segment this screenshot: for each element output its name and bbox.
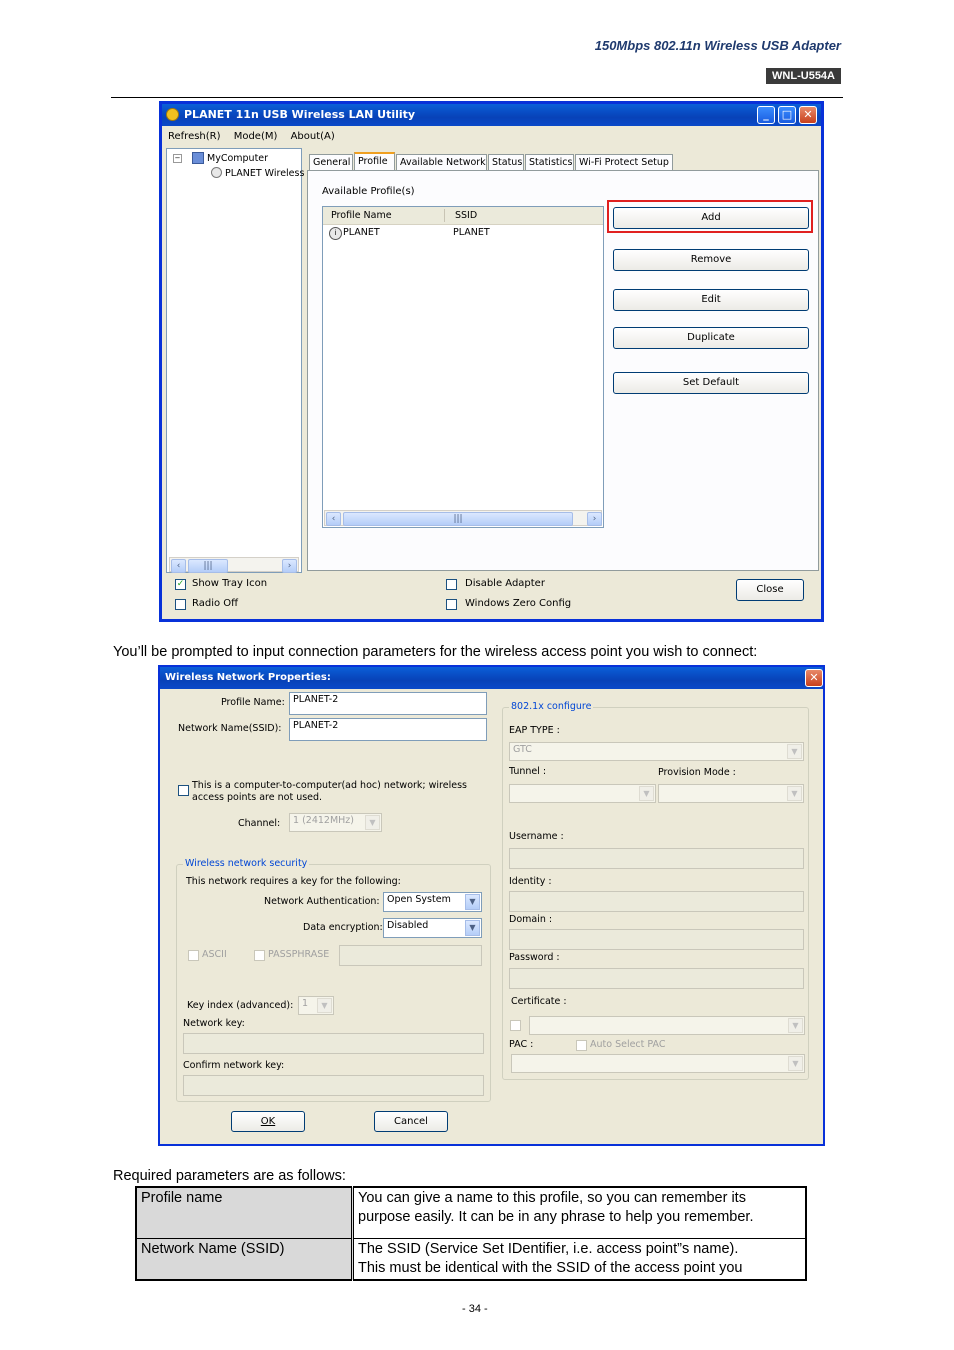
header-divider <box>111 97 843 98</box>
username-label: Username : <box>509 831 564 842</box>
data-encryption-label: Data encryption: <box>303 922 383 933</box>
utility-title: PLANET 11n USB Wireless LAN Utility <box>184 108 416 121</box>
passphrase-label: PASSPHRASE <box>268 949 330 960</box>
cancel-button[interactable]: Cancel <box>374 1111 448 1132</box>
remove-button[interactable]: Remove <box>613 249 809 271</box>
windows-zero-config-checkbox[interactable] <box>446 599 457 610</box>
eap-type-select[interactable] <box>509 742 804 761</box>
table-row <box>136 1239 806 1281</box>
device-tree <box>166 148 305 573</box>
param-description <box>353 1239 807 1281</box>
adhoc-label-line2: access points are not used. <box>192 792 323 803</box>
chevron-down-icon: ▼ <box>317 998 332 1013</box>
profile-row[interactable] <box>325 225 595 241</box>
windows-zero-config-label: Windows Zero Config <box>465 598 572 609</box>
scroll-thumb[interactable]: ||| <box>188 559 228 573</box>
menu-bar <box>168 131 345 142</box>
app-icon <box>166 108 179 121</box>
domain-label: Domain : <box>509 914 553 925</box>
tree-expander-icon[interactable]: − <box>174 154 181 162</box>
chevron-down-icon: ▼ <box>787 786 802 801</box>
network-key-label: Network key: <box>183 1018 245 1029</box>
password-input[interactable] <box>509 968 804 989</box>
param-description-line2: This must be identical with the SSID of the access point you <box>358 1260 743 1276</box>
network-name-label: Network Name(SSID): <box>178 723 282 734</box>
channel-label: Channel: <box>238 818 281 829</box>
wireless-security-group-title: Wireless network security <box>185 858 308 869</box>
profile-list <box>322 206 604 528</box>
utility-window <box>159 101 824 622</box>
chevron-down-icon: ▼ <box>639 786 654 801</box>
scroll-left-icon[interactable]: ‹ <box>171 559 186 573</box>
param-key: Network Name (SSID) <box>136 1239 353 1281</box>
maximize-button[interactable]: □ <box>778 106 796 124</box>
ascii-label: ASCII <box>202 949 227 960</box>
certificate-label: Certificate : <box>511 996 567 1007</box>
data-encryption-select[interactable] <box>383 918 482 938</box>
dot1x-group-title: 802.1x configure <box>511 701 592 712</box>
properties-title: Wireless Network Properties: <box>165 672 331 683</box>
properties-titlebar[interactable] <box>160 667 823 689</box>
profile-row-ssid: PLANET <box>453 227 490 238</box>
model-badge: WNL-U554A <box>766 68 841 84</box>
profile-list-scrollbar[interactable] <box>324 510 602 526</box>
scroll-right-icon[interactable]: › <box>282 559 297 573</box>
close-button[interactable]: Close <box>736 579 804 601</box>
table-row <box>136 1187 806 1239</box>
adhoc-label-line1: This is a computer-to-computer(ad hoc) network; wireless <box>192 780 467 791</box>
add-button[interactable]: Add <box>613 207 809 229</box>
page-number: - 34 - <box>462 1303 488 1315</box>
tab-general[interactable]: General <box>309 154 353 170</box>
key-index-label: Key index (advanced): <box>187 1000 294 1011</box>
eap-type-label: EAP TYPE : <box>509 725 560 736</box>
chevron-down-icon: ▼ <box>788 1056 803 1071</box>
confirm-key-input[interactable] <box>183 1075 484 1096</box>
eap-type-value: GTC <box>513 744 532 755</box>
required-parameters-label: Required parameters are as follows: <box>113 1168 346 1184</box>
minimize-button[interactable]: _ <box>757 106 775 124</box>
tab-wifi-protect-setup[interactable]: Wi-Fi Protect Setup <box>575 154 673 170</box>
radio-off-checkbox[interactable] <box>175 599 186 610</box>
radio-off-label: Radio Off <box>192 598 239 609</box>
set-default-button[interactable]: Set Default <box>613 372 809 394</box>
auto-select-pac-label: Auto Select PAC <box>590 1039 666 1050</box>
profile-row-name: PLANET <box>343 227 380 238</box>
ascii-checkbox[interactable] <box>188 950 199 961</box>
channel-value: 1 (2412MHz) <box>293 815 354 826</box>
passphrase-input[interactable] <box>339 945 482 966</box>
password-label: Password : <box>509 952 560 963</box>
ok-button[interactable]: OK <box>231 1111 305 1132</box>
tab-profile[interactable]: Profile <box>354 152 395 171</box>
tab-statistics[interactable]: Statistics <box>525 154 574 170</box>
param-key: Profile name <box>136 1187 353 1239</box>
profile-tab-panel <box>307 170 819 571</box>
param-description <box>353 1187 807 1239</box>
chevron-down-icon: ▼ <box>465 894 480 910</box>
tab-available-network[interactable]: Available Network <box>396 154 487 170</box>
column-profile-name[interactable]: Profile Name <box>331 210 392 221</box>
certificate-checkbox[interactable] <box>510 1020 521 1031</box>
edit-button[interactable]: Edit <box>613 289 809 311</box>
column-divider <box>444 209 445 222</box>
param-description-line1: The SSID (Service Set IDentifier, i.e. access point”s name). <box>358 1241 739 1257</box>
disable-adapter-label: Disable Adapter <box>465 578 545 589</box>
tree-item-mycomputer[interactable]: MyComputer <box>207 153 269 164</box>
identity-label: Identity : <box>509 876 552 887</box>
confirm-key-label: Confirm network key: <box>183 1060 285 1071</box>
profile-list-header <box>323 207 603 225</box>
wireless-properties-dialog <box>158 665 825 1146</box>
network-authentication-label: Network Authentication: <box>264 896 380 907</box>
column-ssid[interactable]: SSID <box>455 210 478 221</box>
show-tray-icon-label: Show Tray Icon <box>192 578 268 589</box>
document-header-title: 150Mbps 802.11n Wireless USB Adapter <box>594 38 841 53</box>
utility-titlebar[interactable] <box>162 104 821 126</box>
auto-select-pac-checkbox[interactable] <box>576 1040 587 1051</box>
username-input[interactable] <box>509 848 804 869</box>
menu-mode[interactable]: Mode(M) <box>233 131 278 142</box>
tree-item-adapter[interactable]: PLANET Wireless <box>225 168 305 179</box>
duplicate-button[interactable]: Duplicate <box>613 327 809 349</box>
adapter-icon <box>211 167 222 178</box>
network-authentication-value: Open System <box>387 894 451 905</box>
tunnel-select[interactable] <box>509 784 656 803</box>
menu-refresh[interactable]: Refresh(R) <box>168 131 221 142</box>
certificate-select[interactable] <box>529 1016 805 1035</box>
scroll-left-icon[interactable]: ‹ <box>326 512 341 526</box>
computer-icon <box>192 152 204 164</box>
provision-mode-label: Provision Mode : <box>658 767 736 778</box>
pac-select[interactable] <box>511 1054 805 1073</box>
prompt-paragraph: You’ll be prompted to input connection parameters for the wireless access point you wish to connect: <box>113 644 758 660</box>
chevron-down-icon: ▼ <box>788 1018 803 1033</box>
profile-default-icon: i <box>329 227 342 240</box>
pac-label: PAC : <box>509 1039 534 1050</box>
disable-adapter-checkbox[interactable] <box>446 579 457 590</box>
param-description-line2: purpose easily. It can be in any phrase to help you remember. <box>358 1209 754 1225</box>
wireless-security-group <box>176 858 491 1102</box>
parameters-table <box>135 1186 807 1281</box>
key-index-select[interactable] <box>298 996 334 1015</box>
available-profiles-label: Available Profile(s) <box>322 186 415 197</box>
chevron-down-icon: ▼ <box>787 744 802 759</box>
passphrase-checkbox[interactable] <box>254 950 265 961</box>
key-index-value: 1 <box>302 998 309 1009</box>
tree-scrollbar[interactable] <box>169 557 299 572</box>
chevron-down-icon: ▼ <box>365 815 380 830</box>
show-tray-icon-checkbox[interactable]: ✓ <box>176 579 185 589</box>
identity-input[interactable] <box>509 891 804 912</box>
tunnel-label: Tunnel : <box>509 766 547 777</box>
profile-name-input[interactable]: PLANET-2 <box>289 692 487 715</box>
network-key-input[interactable] <box>183 1033 484 1054</box>
key-required-label: This network requires a key for the following: <box>186 876 401 887</box>
tab-status[interactable]: Status <box>488 154 524 170</box>
channel-select[interactable] <box>289 813 382 832</box>
scroll-thumb[interactable]: ||| <box>343 512 573 526</box>
adhoc-checkbox[interactable] <box>178 785 189 796</box>
network-authentication-select[interactable] <box>383 892 482 912</box>
scroll-right-icon[interactable]: › <box>587 512 602 526</box>
profile-name-label: Profile Name: <box>221 697 285 708</box>
domain-input[interactable] <box>509 929 804 950</box>
network-name-input[interactable]: PLANET-2 <box>289 718 487 741</box>
chevron-down-icon: ▼ <box>465 920 480 936</box>
data-encryption-value: Disabled <box>387 920 429 931</box>
menu-about[interactable]: About(A) <box>290 131 335 142</box>
provision-mode-select[interactable] <box>658 784 804 803</box>
close-window-button[interactable]: ✕ <box>799 106 817 124</box>
close-dialog-button[interactable]: ✕ <box>805 669 823 687</box>
param-description-line1: You can give a name to this profile, so you can remember its <box>358 1190 746 1206</box>
